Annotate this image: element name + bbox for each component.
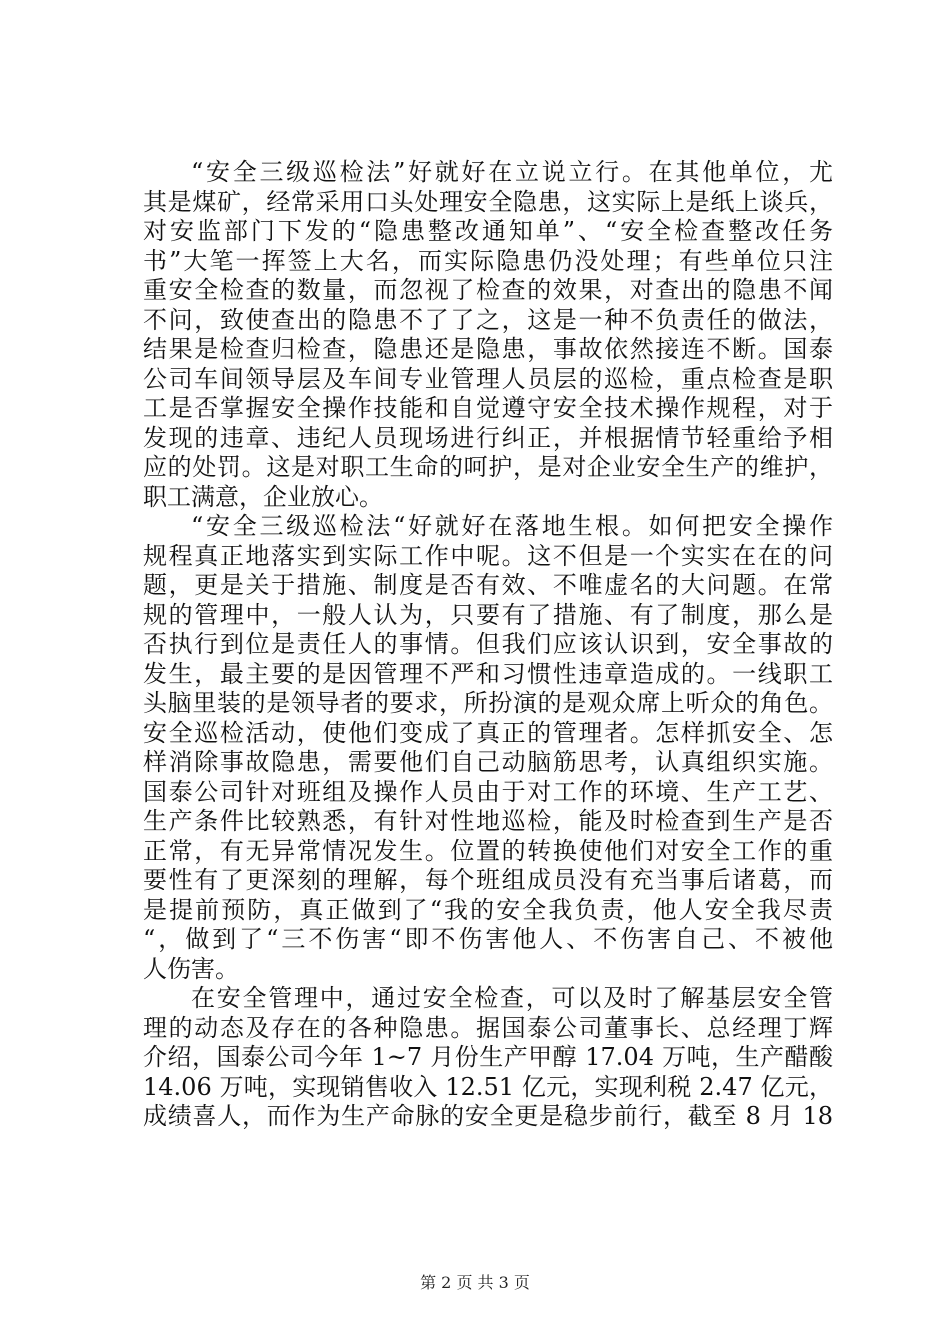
text-line: 公司车间领导层及车间专业管理人员层的巡检，重点检查是职 — [143, 364, 833, 393]
text-line: 国泰公司针对班组及操作人员由于对工作的环境、生产工艺、 — [143, 777, 833, 806]
document-body — [143, 158, 833, 1132]
text-line: 否执行到位是责任人的事情。但我们应该认识到，安全事故的 — [143, 630, 833, 658]
text-line: 安全巡检活动，使他们变成了真正的管理者。怎样抓安全、怎 — [143, 718, 833, 747]
text-line: 职工满意，企业放心。 — [143, 482, 383, 511]
paragraph-2 — [143, 512, 833, 984]
paragraph-1 — [143, 158, 833, 512]
text-line: 发现的违章、违纪人员现场进行纠正，并根据情节轻重给予相 — [143, 423, 833, 452]
text-line: 题，更是关于措施、制度是否有效、不唯虚名的大问题。在常 — [143, 571, 833, 599]
text-line: 头脑里装的是领导者的要求，所扮演的是观众席上听众的角色。 — [143, 689, 833, 717]
text-line: “，做到了“三不伤害“即不伤害他人、不伤害自己、不被他 — [143, 925, 833, 953]
text-line: 不问，致使查出的隐患不了了之，这是一种不负责任的做法， — [143, 305, 833, 334]
text-line: “安全三级巡检法“好就好在落地生根。如何把安全操作 — [191, 512, 833, 540]
text-line: 样消除事故隐患，需要他们自己动脑筋思考，认真组织实施。 — [143, 748, 833, 776]
text-line: 规程真正地落实到实际工作中呢。这不但是一个实实在在的问 — [143, 541, 833, 570]
text-line: 重安全检查的数量，而忽视了检查的效果，对查出的隐患不闻 — [143, 276, 833, 304]
text-line: 书”大笔一挥签上大名，而实际隐患仍没处理；有些单位只注 — [143, 246, 833, 275]
page-number-footer: 第 2 页 共 3 页 — [420, 1273, 530, 1292]
text-line: 结果是检查归检查，隐患还是隐患，事故依然接连不断。国泰 — [143, 335, 833, 363]
paragraph-3 — [143, 984, 833, 1132]
text-line: 是提前预防，真正做到了“我的安全我负责，他人安全我尽责 — [143, 895, 833, 924]
text-line: 规的管理中，一般人认为，只要有了措施、有了制度，那么是 — [143, 600, 833, 629]
text-line: 要性有了更深刻的理解，每个班组成员没有充当事后诸葛，而 — [143, 866, 833, 894]
text-line: 应的处罚。这是对职工生命的呵护，是对企业安全生产的维护， — [143, 453, 833, 481]
text-line: 理的动态及存在的各种隐患。据国泰公司董事长、总经理丁辉 — [143, 1013, 833, 1042]
text-line: 正常，有无异常情况发生。位置的转换使他们对安全工作的重 — [143, 836, 833, 865]
text-line: 其是煤矿，经常采用口头处理安全隐患，这实际上是纸上谈兵， — [143, 187, 833, 216]
text-line: “安全三级巡检法”好就好在立说立行。在其他单位，尤 — [191, 158, 833, 186]
text-line: 14.06 万吨，实现销售收入 12.51 亿元，实现利税 2.47 亿元， — [143, 1072, 833, 1101]
text-line: 对安监部门下发的“隐患整改通知单”、“安全检查整改任务 — [143, 217, 833, 245]
text-line: 发生，最主要的是因管理不严和习惯性违章造成的。一线职工 — [143, 659, 833, 688]
text-line: 人伤害。 — [143, 954, 239, 983]
text-line: 生产条件比较熟悉，有针对性地巡检，能及时检查到生产是否 — [143, 807, 833, 835]
text-line: 介绍，国泰公司今年 1~7 月份生产甲醇 17.04 万吨，生产醋酸 — [143, 1043, 833, 1071]
text-line: 工是否掌握安全操作技能和自觉遵守安全技术操作规程，对于 — [143, 394, 833, 422]
text-line: 成绩喜人，而作为生产命脉的安全更是稳步前行，截至 8 月 18 — [143, 1102, 833, 1130]
text-line: 在安全管理中，通过安全检查，可以及时了解基层安全管 — [191, 984, 833, 1012]
